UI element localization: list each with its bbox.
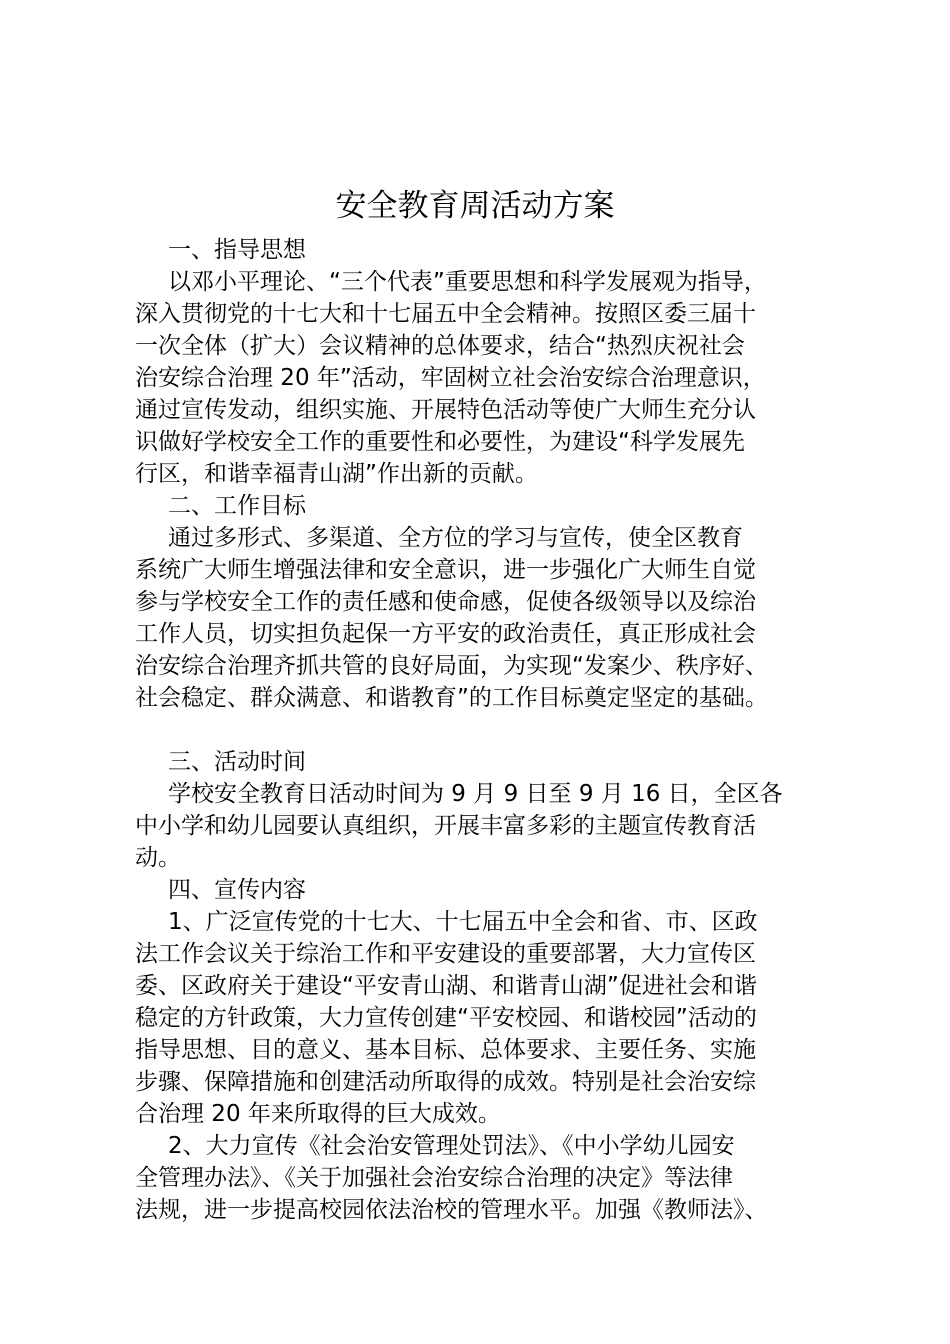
- paragraph-line: 行区，和谐幸福青山湖”作出新的贡献。: [135, 461, 538, 487]
- document-body: [135, 234, 825, 1226]
- paragraph-line: 法规，进一步提高校园依法治校的管理水平。加强《教师法》、: [135, 1197, 768, 1223]
- paragraph-line: 稳定的方针政策，大力宣传创建“平安校园、和谐校园”活动的: [135, 1005, 757, 1031]
- paragraph-line: 通过多形式、多渠道、全方位的学习与宣传，使全区教育: [168, 525, 743, 551]
- paragraph-line: 工作人员，切实担负起保一方平安的政治责任，真正形成社会: [135, 621, 756, 647]
- paragraph-line: 系统广大师生增强法律和安全意识，进一步强化广大师生自觉: [135, 557, 756, 583]
- paragraph-line: 通过宣传发动，组织实施、开展特色活动等使广大师生充分认: [135, 397, 756, 423]
- paragraph-line: 一次全体（扩大）会议精神的总体要求，结合“热烈庆祝社会: [135, 333, 745, 359]
- paragraph-line: 治安综合治理齐抓共管的良好局面，为实现“发案少、秩序好、: [135, 653, 768, 679]
- paragraph-line: 以邓小平理论、“三个代表”重要思想和科学发展观为指导，: [168, 269, 767, 295]
- section-heading-activity-time: 三、活动时间: [168, 749, 306, 775]
- paragraph-line: 社会稳定、群众满意、和谐教育”的工作目标奠定坚定的基础。: [135, 685, 768, 711]
- paragraph-line: 学校安全教育日活动时间为 9 月 9 日至 9 月 16 日，全区各: [168, 781, 783, 807]
- paragraph-line: 合治理 20 年来所取得的巨大成效。: [135, 1101, 501, 1127]
- paragraph-line: 治安综合治理 20 年”活动，牢固树立社会治安综合治理意识，: [135, 365, 766, 391]
- document-title: 安全教育周活动方案: [335, 188, 615, 224]
- paragraph-line: 全管理办法》、《关于加强社会治安综合治理的决定》等法律: [135, 1165, 733, 1191]
- paragraph-line: 法工作会议关于综治工作和平安建设的重要部署，大力宣传区: [135, 941, 756, 967]
- paragraph-line: 参与学校安全工作的责任感和使命感，促使各级领导以及综治: [135, 589, 756, 615]
- paragraph-line: 委、区政府关于建设“平安青山湖、和谐青山湖”促进社会和谐: [135, 973, 757, 999]
- paragraph-line: 深入贯彻党的十七大和十七届五中全会精神。按照区委三届十: [135, 301, 756, 327]
- paragraph-line: 中小学和幼儿园要认真组织，开展丰富多彩的主题宣传教育活: [135, 813, 756, 839]
- paragraph-line: 动。: [135, 845, 181, 871]
- paragraph-line: 1、广泛宣传党的十七大、十七届五中全会和省、市、区政: [168, 909, 758, 935]
- section-heading-guiding-ideology: 一、指导思想: [168, 237, 306, 263]
- blank-line: [135, 714, 825, 746]
- paragraph-line: 2、大力宣传《社会治安管理处罚法》、《中小学幼儿园安: [168, 1133, 735, 1159]
- section-heading-work-goals: 二、工作目标: [168, 493, 306, 519]
- paragraph-line: 指导思想、目的意义、基本目标、总体要求、主要任务、实施: [135, 1037, 756, 1063]
- paragraph-line: 步骤、保障措施和创建活动所取得的成效。特别是社会治安综: [135, 1069, 756, 1095]
- paragraph-line: 识做好学校安全工作的重要性和必要性，为建设“科学发展先: [135, 429, 745, 455]
- section-heading-publicity-content: 四、宣传内容: [168, 877, 306, 903]
